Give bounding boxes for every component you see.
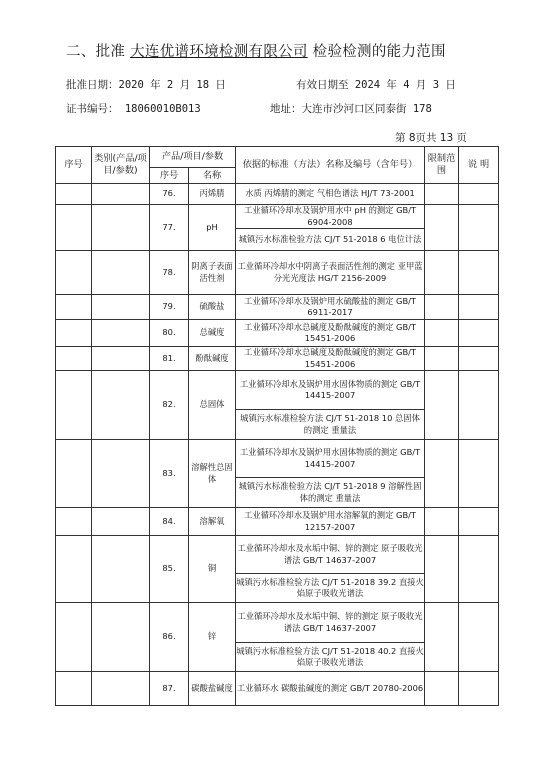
- cell-category: [92, 320, 150, 347]
- cell-seq: [56, 603, 92, 672]
- cell-item-name: 溶解性总固体: [189, 440, 236, 508]
- cell-seq: [56, 184, 92, 205]
- cell-item-name: 总碱度: [189, 320, 236, 347]
- cell-note: [459, 184, 499, 205]
- header-product: 产品/项目/参数: [150, 147, 236, 168]
- cell-note: [459, 295, 499, 320]
- cell-limit: [425, 184, 459, 205]
- header-sub-no: 序号: [150, 168, 189, 184]
- cell-note: [459, 371, 499, 440]
- cell-standard: 工业循环冷却水及水垢中铜、锌的测定 原子吸收光谱法 GB/T 14637-2007: [236, 603, 425, 643]
- cell-category: [92, 347, 150, 371]
- cell-limit: [425, 508, 459, 536]
- cell-standard: 工业循环水 碳酸盐碱度的测定 GB/T 20780-2006: [236, 672, 425, 706]
- cell-item-no: 76.: [150, 184, 189, 205]
- cell-item-name: 锌: [189, 603, 236, 672]
- capability-table: [55, 146, 499, 706]
- cell-item-name: 溶解氧: [189, 508, 236, 536]
- cell-standard: 工业循环冷却水及锅炉用水硫酸盐的测定 GB/T 6911-2017: [236, 295, 425, 320]
- cell-item-no: 81.: [150, 347, 189, 371]
- cell-standard: 城镇污水标准检验方法 CJ/T 51-2018 39.2 直接火焰原子吸收光谱法: [236, 574, 425, 603]
- table-row: [56, 440, 499, 478]
- table-row: [56, 672, 499, 706]
- cell-limit: [425, 371, 459, 440]
- org-name: 大连优谱环境检测有限公司: [130, 44, 308, 60]
- cell-category: [92, 184, 150, 205]
- cell-limit: [425, 320, 459, 347]
- cell-seq: [56, 251, 92, 295]
- table-row: [56, 295, 499, 320]
- cell-standard: 工业循环冷却水总碱度及酚酞碱度的测定 GB/T 15451-2006: [236, 320, 425, 347]
- table-row: [56, 371, 499, 410]
- cell-item-no: 82.: [150, 371, 189, 440]
- header-note: 说 明: [459, 147, 499, 184]
- cell-seq: [56, 371, 92, 440]
- page-info: 第 8页共 13 页: [395, 132, 468, 144]
- table-body: [56, 184, 499, 706]
- cell-limit: [425, 205, 459, 251]
- header-sub-name: 名称: [189, 168, 236, 184]
- address: 地址：大连市沙河口区同泰街 178: [270, 103, 432, 115]
- table-row: [56, 347, 499, 371]
- cell-standard: 工业循环冷却水总碱度及酚酞碱度的测定 GB/T 15451-2006: [236, 347, 425, 371]
- cell-limit: [425, 440, 459, 508]
- title-prefix: 二、批准: [66, 44, 126, 60]
- cell-limit: [425, 672, 459, 706]
- table-row: [56, 320, 499, 347]
- header-category: 类别(产品/项目/参数): [92, 147, 150, 184]
- table-row: [56, 205, 499, 229]
- cell-limit: [425, 603, 459, 672]
- cell-standard: 工业循环冷却水及锅炉用水溶解氧的测定 GB/T 12157-2007: [236, 508, 425, 536]
- cell-standard: 城镇污水标准检验方法 CJ/T 51-2018 40.2 直接火焰原子吸收光谱法: [236, 643, 425, 672]
- cell-item-name: 阴离子表面活性剂: [189, 251, 236, 295]
- cell-item-name: 丙烯腈: [189, 184, 236, 205]
- header-seq: 序号: [56, 147, 92, 184]
- cell-note: [459, 251, 499, 295]
- title-suffix: 检验检测的能力范围: [312, 44, 446, 60]
- cell-limit: [425, 536, 459, 603]
- cell-note: [459, 320, 499, 347]
- cell-item-no: 84.: [150, 508, 189, 536]
- cell-standard: 水质 丙烯腈的测定 气相色谱法 HJ/T 73-2001: [236, 184, 425, 205]
- cell-item-name: pH: [189, 205, 236, 251]
- document-title: [66, 40, 446, 61]
- table-row: [56, 184, 499, 205]
- cell-note: [459, 508, 499, 536]
- cell-item-no: 78.: [150, 251, 189, 295]
- header-limit: 限制范围: [425, 147, 459, 184]
- cell-note: [459, 603, 499, 672]
- cell-seq: [56, 320, 92, 347]
- cell-note: [459, 205, 499, 251]
- cell-standard: 城镇污水标准检验方法 CJ/T 51-2018 6 电位计法: [236, 229, 425, 251]
- header-standard: 依据的标准（方法）名称及编号（含年号）: [236, 147, 425, 184]
- cell-item-no: 77.: [150, 205, 189, 251]
- cell-item-no: 85.: [150, 536, 189, 603]
- table-row: [56, 251, 499, 295]
- cell-item-name: 总固体: [189, 371, 236, 440]
- cell-item-name: 硫酸盐: [189, 295, 236, 320]
- valid-until: 有效日期至 2024 年 4 月 3 日: [296, 79, 456, 91]
- cell-item-name: 碳酸盐碱度: [189, 672, 236, 706]
- cell-category: [92, 371, 150, 440]
- cell-category: [92, 508, 150, 536]
- cell-note: [459, 347, 499, 371]
- cell-category: [92, 672, 150, 706]
- cell-category: [92, 295, 150, 320]
- table-row: [56, 603, 499, 643]
- cell-item-no: 80.: [150, 320, 189, 347]
- cell-item-no: 87.: [150, 672, 189, 706]
- cell-item-name: 酚酞碱度: [189, 347, 236, 371]
- cell-item-name: 铜: [189, 536, 236, 603]
- cell-item-no: 79.: [150, 295, 189, 320]
- cell-category: [92, 251, 150, 295]
- cell-standard: 工业循环冷却水及水垢中铜、锌的测定 原子吸收光谱法 GB/T 14637-2007: [236, 536, 425, 574]
- cell-item-no: 83.: [150, 440, 189, 508]
- cell-note: [459, 672, 499, 706]
- cell-seq: [56, 440, 92, 508]
- cell-standard: 城镇污水标准检验方法 CJ/T 51-2018 10 总固体的测定 重量法: [236, 410, 425, 440]
- cell-seq: [56, 508, 92, 536]
- certificate-number: 证书编号： 18060010B013: [66, 103, 201, 115]
- table-row: [56, 536, 499, 574]
- cell-category: [92, 536, 150, 603]
- cell-seq: [56, 347, 92, 371]
- cell-seq: [56, 536, 92, 603]
- cell-standard: 工业循环冷却水及锅炉用水固体物质的测定 GB/T 14415-2007: [236, 371, 425, 410]
- cell-seq: [56, 672, 92, 706]
- cell-standard: 工业循环冷却水及锅炉用水中 pH 的测定 GB/T 6904-2008: [236, 205, 425, 229]
- cell-standard: 工业循环冷却水中阴离子表面活性剂的测定 亚甲蓝分光光度法 HG/T 2156-2009: [236, 251, 425, 295]
- cell-note: [459, 536, 499, 603]
- cell-limit: [425, 251, 459, 295]
- cell-category: [92, 440, 150, 508]
- cell-seq: [56, 205, 92, 251]
- cell-item-no: 86.: [150, 603, 189, 672]
- approval-date: 批准日期：2020 年 2 月 18 日: [66, 79, 226, 91]
- cell-limit: [425, 295, 459, 320]
- table-row: [56, 508, 499, 536]
- cell-standard: 工业循环冷却水及锅炉用水固体物质的测定 GB/T 14415-2007: [236, 440, 425, 478]
- cell-standard: 城镇污水标准检验方法 CJ/T 51-2018 9 溶解性固体的测定 重量法: [236, 478, 425, 508]
- cell-category: [92, 603, 150, 672]
- cell-note: [459, 440, 499, 508]
- cell-category: [92, 205, 150, 251]
- cell-seq: [56, 295, 92, 320]
- cell-limit: [425, 347, 459, 371]
